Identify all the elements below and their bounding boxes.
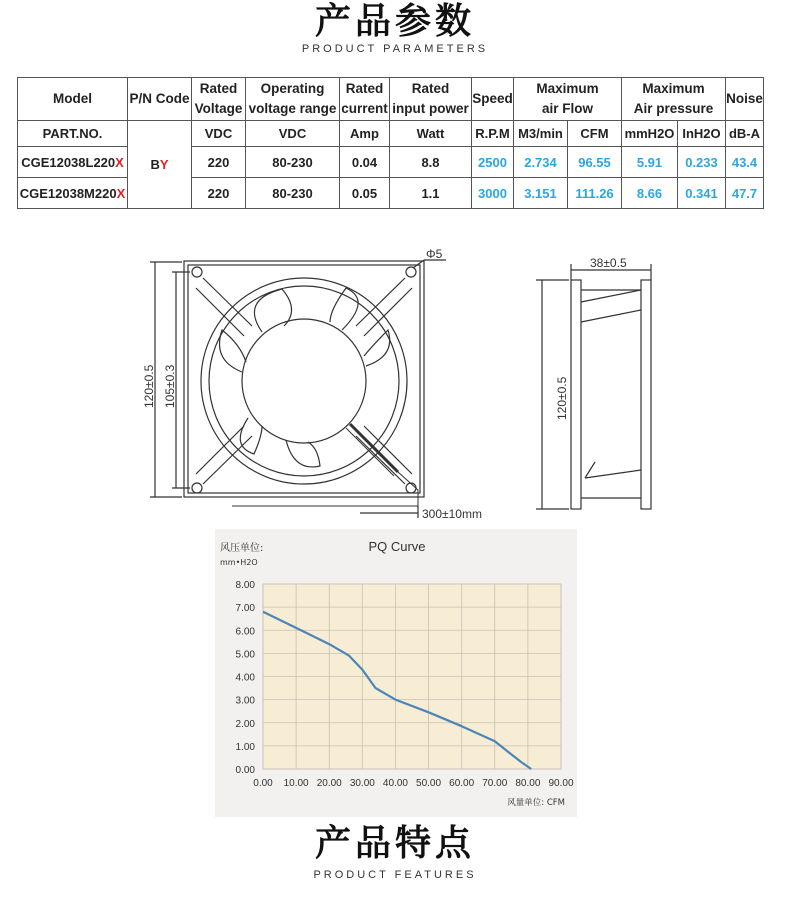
y-tick-label: 1.00 [235,741,255,753]
side-height-dimension-label: 120±0.5 [555,376,569,420]
x-axis-label: 风量单位: CFM [507,798,565,808]
unit-amp: Amp [340,121,390,147]
params-title-en: PRODUCT PARAMETERS [301,43,489,55]
model-cell: CGE12038M220X [18,178,128,209]
y-tick-label: 4.00 [235,672,255,684]
rpm-cell: 3000 [472,178,514,209]
x-tick-label: 10.00 [283,778,309,789]
mmh2o-cell: 8.66 [622,178,678,209]
x-tick-label: 0.00 [253,778,273,789]
voltage-cell: 220 [192,178,246,209]
unit-mmh2o: mmH2O [622,121,678,147]
y-tick-label: 6.00 [235,626,255,638]
unit-watt: Watt [390,121,472,147]
inner-dimension-label: 105±0.3 [163,364,177,408]
m3min-cell: 3.151 [514,178,568,209]
header-max-airflow: Maximum air Flow [514,78,622,121]
header-rated-current: Rated current [340,78,390,121]
x-tick-label: 20.00 [316,778,342,789]
cfm-cell: 111.26 [568,178,622,209]
mounting-hole [192,483,202,493]
header-rated-voltage: Rated Voltage [192,78,246,121]
x-tick-label: 50.00 [416,778,442,789]
unit-inh2o: InH2O [678,121,726,147]
mounting-hole [192,267,202,277]
header-max-pressure: Maximum Air pressure [622,78,726,121]
model-cell: CGE12038L220X [18,147,128,178]
y-tick-label: 7.00 [235,603,255,615]
x-tick-label: 60.00 [449,778,475,789]
unit-part-no: PART.NO. [18,121,128,147]
y-tick-label: 5.00 [235,649,255,661]
features-title-cn: 产品特点 [314,823,475,864]
unit-cfm: CFM [568,121,622,147]
x-tick-label: 80.00 [515,778,541,789]
x-tick-label: 70.00 [482,778,508,789]
x-tick-label: 90.00 [548,778,574,789]
y-tick-label: 3.00 [235,695,255,707]
power-cell: 8.8 [390,147,472,178]
x-tick-label: 40.00 [382,778,408,789]
header-operating-voltage: Operating voltage range [246,78,340,121]
unit-vdc: VDC [192,121,246,147]
header-rated-power: Rated input power [390,78,472,121]
mounting-hole [406,267,416,277]
unit-rpm: R.P.M [472,121,514,147]
cfm-cell: 96.55 [568,147,622,178]
depth-dimension-label: 38±0.5 [590,256,627,270]
y-tick-label: 0.00 [235,765,255,776]
noise-cell: 47.7 [726,178,764,209]
pq-chart [215,529,577,817]
unit-m3min: M3/min [514,121,568,147]
range-cell: 80-230 [246,178,340,209]
range-cell: 80-230 [246,147,340,178]
hole-dimension-label: Φ5 [426,247,443,261]
header-model: Model [18,78,128,121]
mounting-hole [406,483,416,493]
y-axis-unit: mm•H2O [220,558,258,567]
voltage-cell: 220 [192,147,246,178]
chart-title: PQ Curve [368,539,426,554]
side-view-plate [571,280,581,509]
y-tick-label: 8.00 [235,580,255,591]
power-cell: 1.1 [390,178,472,209]
features-title-en: PRODUCT FEATURES [313,869,477,881]
mmh2o-cell: 5.91 [622,147,678,178]
features-heading [0,824,790,882]
fan-venturi [201,278,407,484]
m3min-cell: 2.734 [514,147,568,178]
y-axis-label: 风压单位: [220,543,264,554]
cable-dimension-label: 300±10mm [422,507,482,521]
inh2o-cell: 0.233 [678,147,726,178]
header-noise: Noise [726,78,764,121]
pq-chart-panel [215,529,577,817]
inh2o-cell: 0.341 [678,178,726,209]
unit-vdc-range: VDC [246,121,340,147]
pn-code-cell: BY [128,121,192,209]
current-cell: 0.05 [340,178,390,209]
current-cell: 0.04 [340,147,390,178]
header-speed: Speed [472,78,514,121]
header-pn-code: P/N Code [128,78,192,121]
rpm-cell: 2500 [472,147,514,178]
noise-cell: 43.4 [726,147,764,178]
y-tick-label: 2.00 [235,718,255,730]
x-tick-label: 30.00 [349,778,375,789]
outer-dimension-label: 120±0.5 [142,364,156,408]
unit-dba: dB-A [726,121,764,147]
fan-hub [242,319,366,443]
params-title-cn: 产品参数 [314,1,475,42]
